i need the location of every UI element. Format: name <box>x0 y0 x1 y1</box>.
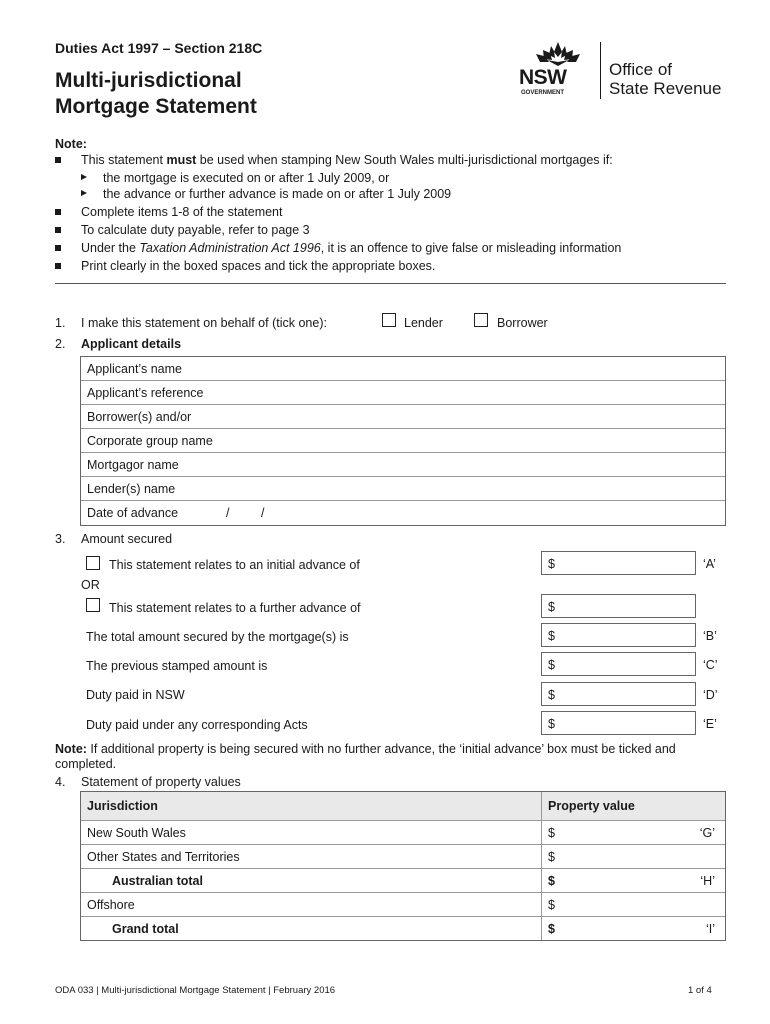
currency-symbol: $ <box>548 874 555 888</box>
further-advance-amount[interactable] <box>541 594 696 618</box>
currency-symbol: $ <box>548 658 555 672</box>
bullet-icon <box>55 263 61 269</box>
currency-symbol: $ <box>548 629 555 643</box>
borrower-field[interactable] <box>81 405 725 429</box>
code-g: ‘G’ <box>699 826 715 840</box>
corporate-group-field[interactable] <box>81 429 725 453</box>
logo-office-line-2: State Revenue <box>609 79 722 98</box>
code-d: ‘D’ <box>703 688 718 702</box>
note-sub-bullet-2 <box>81 187 451 201</box>
column-divider <box>541 821 542 844</box>
code-a: ‘A’ <box>703 557 716 571</box>
column-divider <box>541 792 542 820</box>
note-sub1-text: the mortgage is executed on or after 1 July 2009, or <box>103 171 390 185</box>
applicant-details-table <box>80 356 726 526</box>
code-e: ‘E’ <box>703 717 717 731</box>
item1-number: 1. <box>55 316 66 330</box>
note-b4-italic: Taxation Administration Act 1996 <box>139 241 321 255</box>
jurisdiction-name: Offshore <box>87 898 135 912</box>
code-c: ‘C’ <box>703 658 718 672</box>
amount-footnote-line-1 <box>55 742 676 756</box>
bullet-icon <box>55 245 61 251</box>
mortgagor-name-field[interactable] <box>81 453 725 477</box>
arrow-bullet-icon <box>81 190 87 196</box>
duty-nsw-field[interactable] <box>541 682 696 706</box>
lender-name-label: Lender(s) name <box>87 482 176 496</box>
jurisdiction-name: Other States and Territories <box>87 850 240 864</box>
initial-advance-checkbox[interactable] <box>86 556 100 570</box>
column-divider <box>541 845 542 868</box>
logo-government-text: GOVERNMENT <box>521 90 565 96</box>
jurisdiction-name: Grand total <box>112 922 179 936</box>
currency-symbol: $ <box>548 850 555 864</box>
duty-acts-field[interactable] <box>541 711 696 735</box>
borrower-label-text: Borrower(s) and/or <box>87 410 192 424</box>
date-separator: / <box>226 506 230 520</box>
jurisdiction-name: New South Wales <box>87 826 186 840</box>
property-values-table <box>80 791 726 941</box>
previous-amount-label: The previous stamped amount is <box>86 659 268 673</box>
duty-acts-label: Duty paid under any corresponding Acts <box>86 718 308 732</box>
applicant-reference-label: Applicant’s reference <box>87 386 204 400</box>
column-divider <box>541 893 542 916</box>
title-line-2: Mortgage Statement <box>55 95 257 118</box>
waratah-icon <box>523 40 593 68</box>
item3-number: 3. <box>55 532 66 546</box>
lender-label: Lender <box>404 316 443 330</box>
mortgagor-name-label: Mortgagor name <box>87 458 179 472</box>
footnote-text: If additional property is being secured with no further advance, the ‘initial advance’ box must be ticked and <box>86 742 676 756</box>
note-b1-bold: must <box>166 153 197 167</box>
amount-footnote-line-2: completed. <box>55 757 117 771</box>
item1-label: I make this statement on behalf of (tick one): <box>81 316 327 330</box>
note-b4-pre: Under the <box>81 241 140 255</box>
duty-nsw-label: Duty paid in NSW <box>86 688 185 702</box>
property-value-column-header: Property value <box>548 799 635 813</box>
bullet-icon <box>55 209 61 215</box>
item4-number: 4. <box>55 775 66 789</box>
property-row-nsw[interactable] <box>81 820 725 844</box>
logo-divider <box>600 42 601 99</box>
note-bullet-5 <box>55 259 435 273</box>
date-of-advance-label: Date of advance <box>87 506 179 520</box>
total-amount-field[interactable] <box>541 623 696 647</box>
code-b: ‘B’ <box>703 629 717 643</box>
note-b5-text: Print clearly in the boxed spaces and tick the appropriate boxes. <box>81 259 436 273</box>
column-divider <box>541 917 542 940</box>
or-label: OR <box>81 578 100 592</box>
note-b1-post: be used when stamping New South Wales multi-jurisdictional mortgages if: <box>196 153 613 167</box>
note-b2-text: Complete items 1-8 of the statement <box>81 205 283 219</box>
code-i: ‘I’ <box>705 922 715 936</box>
currency-symbol: $ <box>548 826 555 840</box>
section-divider <box>55 283 726 284</box>
property-row-grand-total[interactable] <box>81 916 725 940</box>
note-b4-post: , it is an offence to give false or misleading information <box>320 241 622 255</box>
currency-symbol: $ <box>548 717 555 731</box>
borrower-label: Borrower <box>497 316 548 330</box>
currency-symbol: $ <box>548 688 555 702</box>
borrower-checkbox[interactable] <box>474 313 488 327</box>
item2-label: Applicant details <box>81 337 182 351</box>
bullet-icon <box>55 227 61 233</box>
note-b1-pre: This statement <box>81 153 167 167</box>
column-divider <box>541 869 542 892</box>
currency-symbol: $ <box>548 922 555 936</box>
page-footer: ODA 033 | Multi-jurisdictional Mortgage Statement | February 2016 <box>55 985 336 996</box>
currency-symbol: $ <box>548 600 555 614</box>
note-heading: Note: <box>55 137 87 151</box>
date-separator: / <box>261 506 265 520</box>
further-advance-checkbox[interactable] <box>86 598 100 612</box>
bullet-icon <box>55 157 61 163</box>
property-row-other-states[interactable] <box>81 844 725 868</box>
currency-symbol: $ <box>548 557 555 571</box>
note-sub-bullet-1 <box>81 171 389 185</box>
logo-office-text <box>609 60 721 98</box>
jurisdiction-column-header: Jurisdiction <box>87 799 158 813</box>
date-of-advance-field[interactable] <box>81 501 725 525</box>
item4-label: Statement of property values <box>81 775 241 789</box>
note-bullet-4 <box>55 241 621 255</box>
property-row-offshore[interactable] <box>81 892 725 916</box>
applicant-reference-field[interactable] <box>81 381 725 405</box>
lender-name-field[interactable] <box>81 477 725 501</box>
initial-advance-amount[interactable] <box>541 551 696 575</box>
nsw-osr-logo <box>517 40 732 102</box>
note-bullet-1 <box>55 153 613 167</box>
logo-office-line-1: Office of <box>609 60 672 79</box>
form-subtitle: Duties Act 1997 – Section 218C <box>55 40 263 56</box>
page-title <box>55 68 257 120</box>
item2-number: 2. <box>55 337 66 351</box>
code-h: ‘H’ <box>700 874 715 888</box>
note-bullet-2 <box>55 205 282 219</box>
footnote-bold: Note: <box>55 742 87 756</box>
corporate-group-label: Corporate group name <box>87 434 213 448</box>
arrow-bullet-icon <box>81 174 87 180</box>
lender-checkbox[interactable] <box>382 313 396 327</box>
logo-nsw-text: NSW <box>519 66 567 89</box>
note-bullet-3 <box>55 223 310 237</box>
total-amount-label: The total amount secured by the mortgage(s) is <box>86 630 349 644</box>
note-b3-text: To calculate duty payable, refer to page 3 <box>81 223 310 237</box>
previous-amount-field[interactable] <box>541 652 696 676</box>
note-sub2-text: the advance or further advance is made on or after 1 July 2009 <box>103 187 452 201</box>
initial-advance-label: This statement relates to an initial advance of <box>109 558 360 572</box>
currency-symbol: $ <box>548 898 555 912</box>
applicant-name-field[interactable] <box>81 357 725 381</box>
further-advance-label: This statement relates to a further advance of <box>109 601 361 615</box>
property-row-australian-total[interactable] <box>81 868 725 892</box>
property-table-header <box>81 792 725 820</box>
note-section <box>55 137 735 277</box>
title-line-1: Multi-jurisdictional <box>55 69 242 92</box>
item3-label: Amount secured <box>81 532 173 546</box>
jurisdiction-name: Australian total <box>112 874 203 888</box>
applicant-name-label: Applicant’s name <box>87 362 182 376</box>
page-number: 1 of 4 <box>688 985 712 996</box>
